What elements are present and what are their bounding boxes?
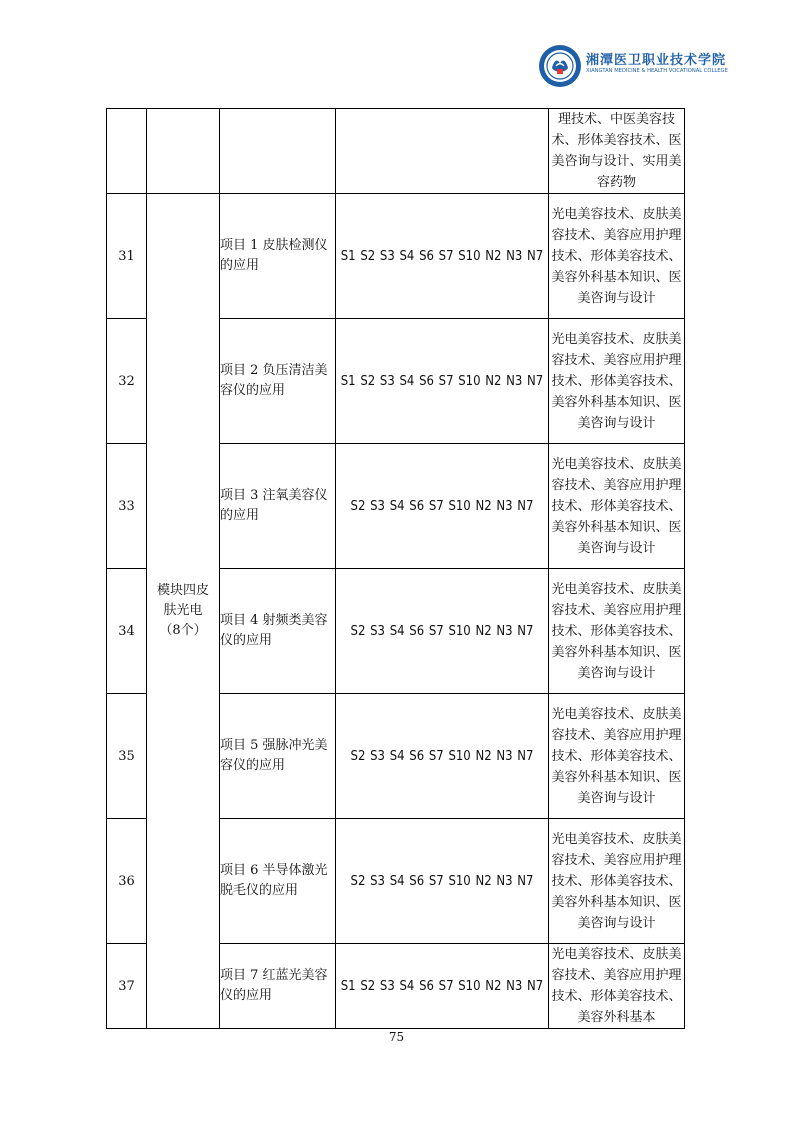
module-cell	[147, 194, 220, 1029]
college-logo	[538, 44, 728, 88]
competency-cell: S1 S2 S3 S4 S6 S7 S10 N2 N3 N7	[336, 944, 549, 1029]
curriculum-table	[106, 108, 685, 1029]
logo-chinese-name: 湘潭医卫职业技术学院	[586, 53, 727, 68]
row-number-cell: 32	[107, 319, 147, 444]
project-cell: 项目 3 注氧美容仪的应用	[220, 444, 336, 569]
row-number-cell: 37	[107, 944, 147, 1029]
competency-cell: S2 S3 S4 S6 S7 S10 N2 N3 N7	[336, 569, 549, 694]
competency-cell: S2 S3 S4 S6 S7 S10 N2 N3 N7	[336, 819, 549, 944]
course-cell: 光电美容技术、皮肤美容技术、美容应用护理技术、形体美容技术、美容外科基本知识、医美咨询与设计	[549, 194, 685, 319]
logo-english-name: XIANGTAN MEDICINE & HEALTH VOCATIONAL COLLEGE	[586, 68, 728, 74]
course-cell: 光电美容技术、皮肤美容技术、美容应用护理技术、形体美容技术、美容外科基本知识、医美咨询与设计	[549, 819, 685, 944]
project-cell: 项目 5 强脉冲光美容仪的应用	[220, 694, 336, 819]
module-cell	[147, 109, 220, 194]
project-cell: 项目 7 红蓝光美容仪的应用	[220, 944, 336, 1029]
module-label: 模块四皮肤光电（8个）	[156, 583, 209, 638]
course-cell: 光电美容技术、皮肤美容技术、美容应用护理技术、形体美容技术、美容外科基本知识、医美咨询与设计	[549, 694, 685, 819]
competency-cell: S2 S3 S4 S6 S7 S10 N2 N3 N7	[336, 694, 549, 819]
competency-cell: S1 S2 S3 S4 S6 S7 S10 N2 N3 N7	[336, 319, 549, 444]
row-number-cell: 34	[107, 569, 147, 694]
competency-cell	[336, 109, 549, 194]
course-cell: 光电美容技术、皮肤美容技术、美容应用护理技术、形体美容技术、美容外科基本知识、医美咨询与设计	[549, 569, 685, 694]
competency-cell: S2 S3 S4 S6 S7 S10 N2 N3 N7	[336, 444, 549, 569]
course-cell: 光电美容技术、皮肤美容技术、美容应用护理技术、形体美容技术、美容外科基本知识、医美咨询与设计	[549, 444, 685, 569]
college-seal-icon	[538, 44, 582, 88]
page-number: 75	[388, 1030, 405, 1044]
row-number-cell: 36	[107, 819, 147, 944]
project-cell: 项目 2 负压清洁美容仪的应用	[220, 319, 336, 444]
row-number-cell: 33	[107, 444, 147, 569]
project-cell	[220, 109, 336, 194]
table-row	[107, 194, 685, 319]
competency-cell: S1 S2 S3 S4 S6 S7 S10 N2 N3 N7	[336, 194, 549, 319]
row-number-cell: 31	[107, 194, 147, 319]
project-cell: 项目 1 皮肤检测仪的应用	[220, 194, 336, 319]
course-cell: 光电美容技术、皮肤美容技术、美容应用护理技术、形体美容技术、美容外科基本	[549, 944, 685, 1029]
row-number-cell	[107, 109, 147, 194]
continuation-row	[107, 109, 685, 194]
course-cell: 理技术、中医美容技术、形体美容技术、医美咨询与设计、实用美容药物	[549, 109, 685, 194]
row-number-cell: 35	[107, 694, 147, 819]
course-cell: 光电美容技术、皮肤美容技术、美容应用护理技术、形体美容技术、美容外科基本知识、医美咨询与设计	[549, 319, 685, 444]
project-cell: 项目 6 半导体激光脱毛仪的应用	[220, 819, 336, 944]
project-cell: 项目 4 射频类美容仪的应用	[220, 569, 336, 694]
